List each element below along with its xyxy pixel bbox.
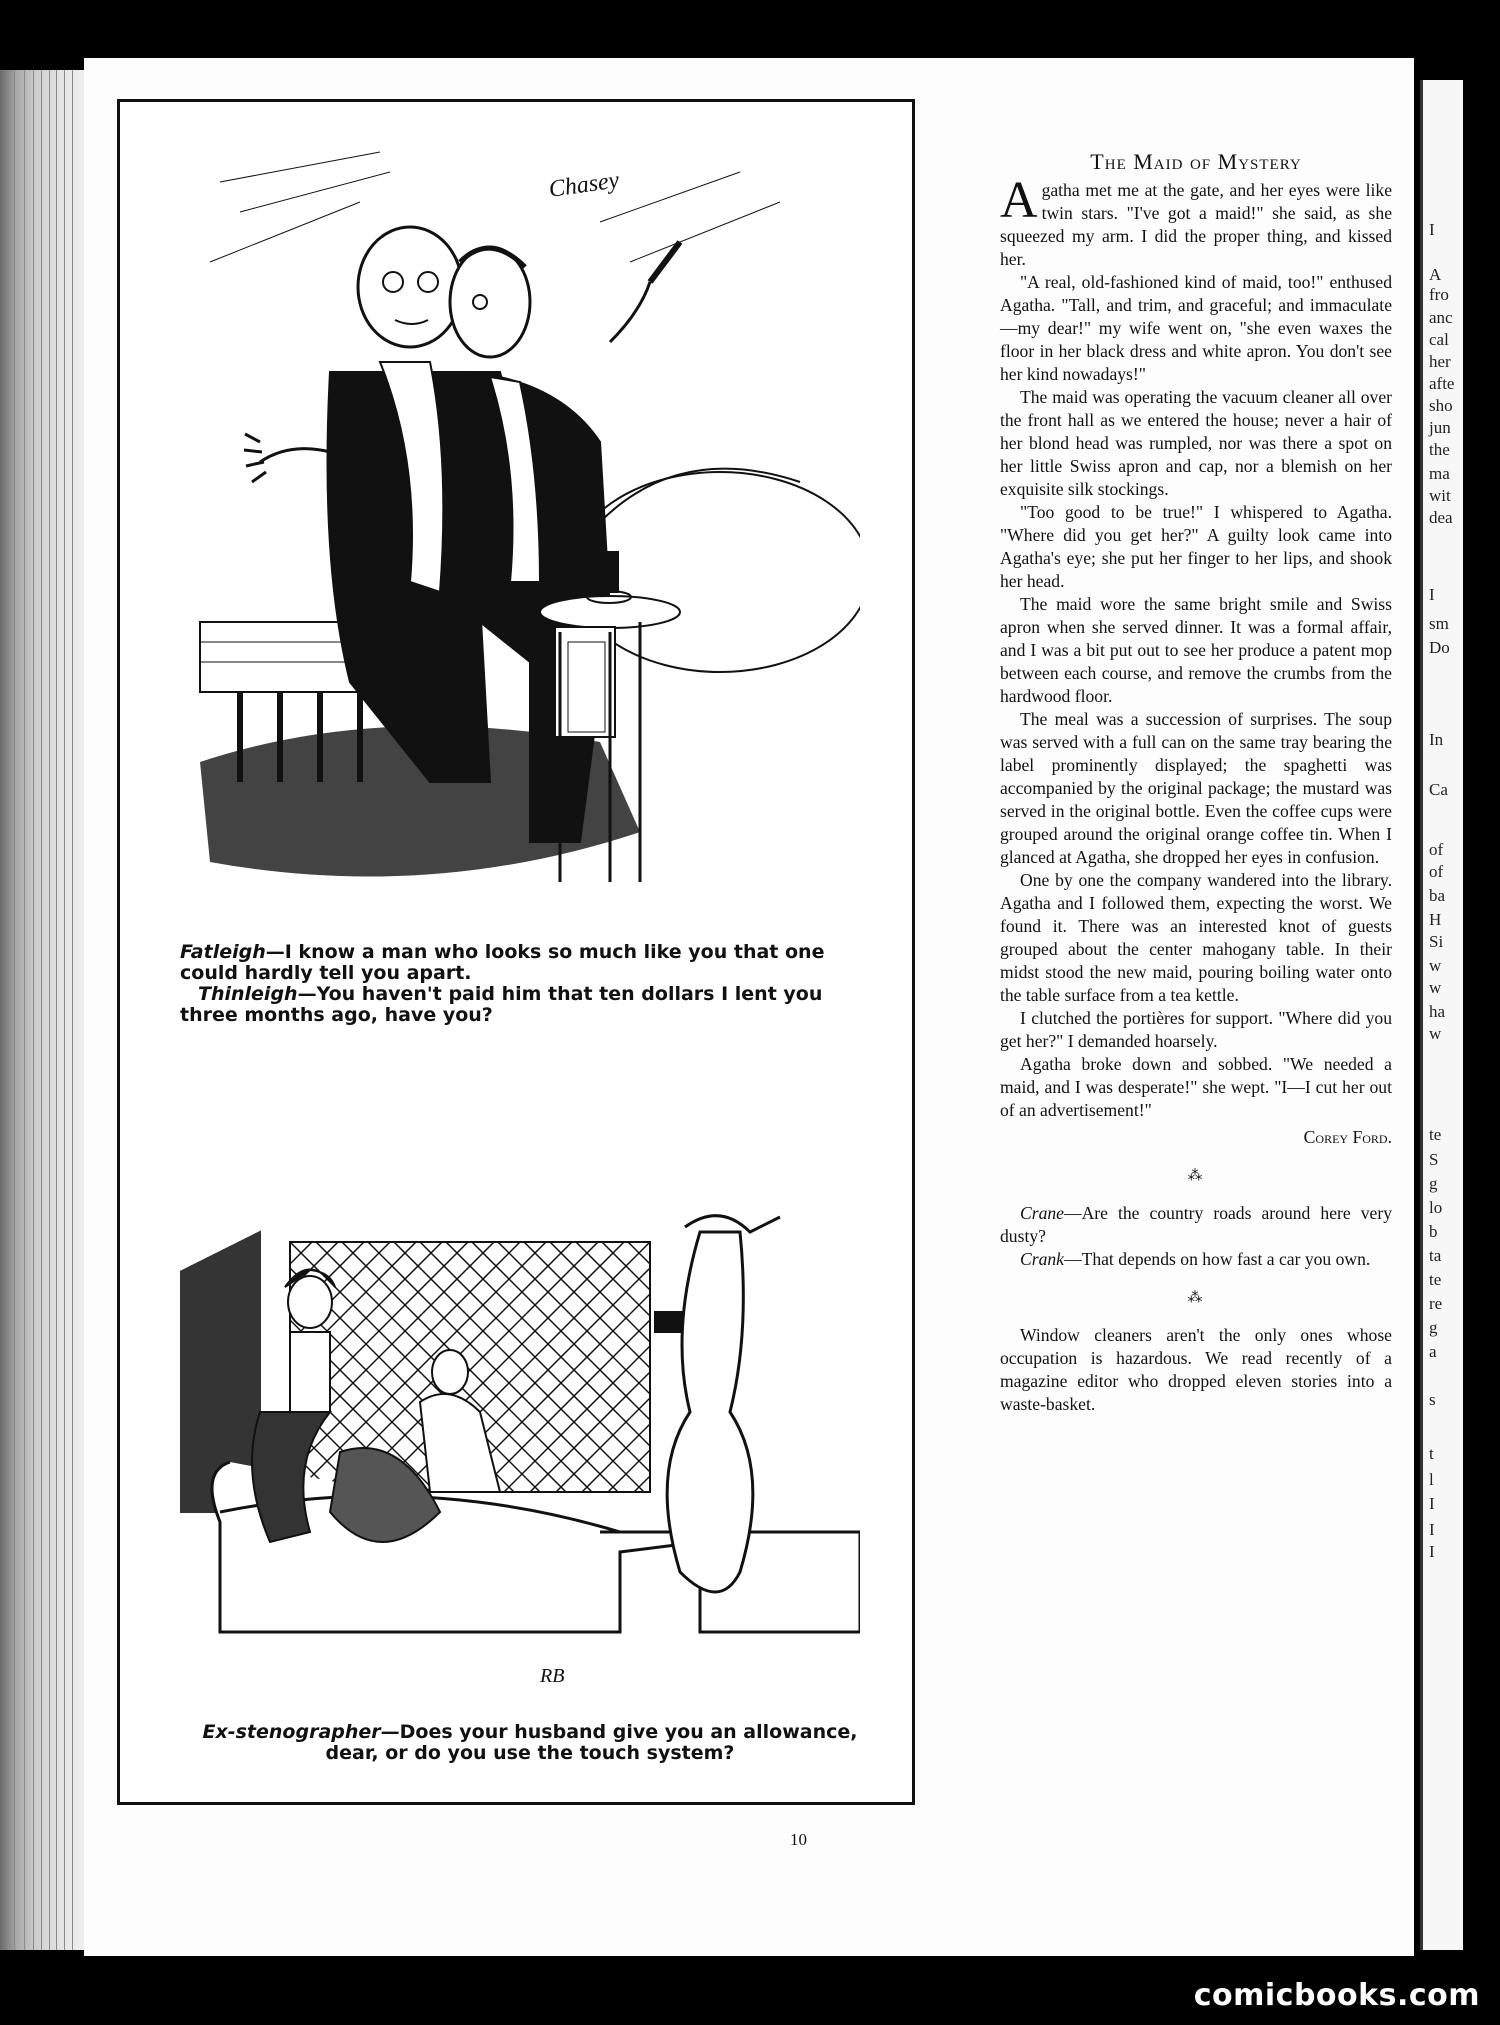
facing-page-text-fragment: afte	[1429, 374, 1455, 393]
facing-page-text-fragment: s	[1429, 1390, 1436, 1409]
speaker-crank: Crank	[1020, 1249, 1064, 1269]
artist-signature-2: RB	[540, 1665, 565, 1687]
cartoon2-caption	[180, 1722, 880, 1764]
watermark-logo: comicbooks.com	[1193, 1978, 1480, 2013]
caption-line-fatleigh	[180, 942, 880, 984]
speaker-ex-stenographer: Ex-stenographer	[202, 1721, 381, 1743]
speaker-crane: Crane	[1020, 1203, 1064, 1223]
story-paragraph-1-text: gatha met me at the gate, and her eyes were like twin stars. "I've got a maid!" she said, as she squeezed my arm. I did the proper thing, and kissed her.	[1000, 180, 1392, 269]
section-dingbat-1: ⁂	[1187, 1168, 1205, 1184]
facing-page-text-fragment: of	[1429, 840, 1444, 859]
joke-window-cleaners: Window cleaners aren't the only ones whose occupation is hazardous. We read recently of a magazine editor who dropped eleven stories into a waste-basket.	[1000, 1325, 1392, 1414]
facing-page-text-fragment: sho	[1429, 396, 1453, 415]
story-paragraph-4: "Too good to be true!" I whispered to Agatha. "Where did you get her?" A guilty look came into Agatha's eye; she put her finger to her lips, and shook her head.	[1000, 502, 1392, 591]
facing-page-text-fragment: Si	[1429, 932, 1444, 951]
facing-page-text-fragment: A	[1429, 265, 1442, 284]
facing-page-text-fragment: wit	[1429, 486, 1451, 505]
facing-page-text-fragment: ha	[1429, 1002, 1446, 1021]
joke-line-crank	[1000, 1248, 1392, 1271]
facing-page-text-fragment: b	[1429, 1222, 1438, 1241]
cartoon-frame	[117, 99, 915, 1805]
story-title: The Maid of Mystery	[1090, 149, 1302, 174]
speaker-thinleigh: Thinleigh	[198, 983, 298, 1005]
facing-page-text-fragment: I	[1429, 585, 1435, 604]
story-paragraph-3: The maid was operating the vacuum cleaner all over the front hall as we entered the house; never a hair of her blond head was rumpled, nor was there a spot on her little Swiss apron and cap, nor a blemish on her exquisite silk stockings.	[1000, 387, 1392, 499]
crane-line: —Are the country roads around here very dusty?	[1000, 1203, 1392, 1246]
speaker-fatleigh: Fatleigh	[180, 941, 266, 963]
joke-crane-crank	[1000, 1202, 1392, 1271]
thinleigh-line: —You haven't paid him that ten dollars I lent you three months ago, have you?	[180, 983, 823, 1026]
facing-page-text-fragment: I	[1429, 1520, 1435, 1539]
facing-page-text-fragment: dea	[1429, 508, 1453, 527]
story-paragraph-7: One by one the company wandered into the library. Agatha and I followed them, expecting the worst. We found it. There was an interested knot of guests grouped about the center mahogany table. In their midst stood the new maid, pouring boiling water onto the table surface from a tea kettle.	[1000, 870, 1392, 1005]
crank-line: —That depends on how fast a car you own.	[1063, 1249, 1371, 1269]
drop-cap: A	[1000, 172, 1038, 229]
facing-page-text-fragment: I	[1429, 220, 1435, 239]
facing-page-text-fragment: anc	[1429, 308, 1453, 327]
facing-page-text-fragment: l	[1429, 1470, 1434, 1489]
story-paragraph-9: Agatha broke down and sobbed. "We needed a maid, and I was desperate!" she wept. "I—I cut her out of an advertisement!"	[1000, 1054, 1392, 1120]
story-column	[1000, 150, 1392, 1416]
facing-page-text-fragment: ta	[1429, 1246, 1442, 1265]
book-page-edges	[0, 70, 92, 1950]
facing-page-text-fragment: t	[1429, 1444, 1434, 1463]
facing-page-text-fragment: fro	[1429, 285, 1449, 304]
facing-page-text-fragment: jun	[1429, 418, 1451, 437]
story-paragraph-1	[1000, 172, 1392, 271]
story-paragraph-6: The meal was a succession of surprises. The soup was served with a full can on the same tray bearing the label prominently displayed; the spaghetti was accompanied by the original package; the mustard was served in the original bottle. Even the coffee cups were grouped around the original orange coffee tin. When I glanced at Agatha, she dropped her eyes in confusion.	[1000, 709, 1392, 867]
facing-page-text-fragment: g	[1429, 1174, 1438, 1193]
facing-page-text-fragment: lo	[1429, 1198, 1443, 1217]
page-number: 10	[790, 1830, 807, 1849]
facing-page-text-fragment: te	[1429, 1125, 1442, 1144]
facing-page-text-fragment: sm	[1429, 614, 1449, 633]
facing-page-text-fragment: ma	[1429, 464, 1450, 483]
facing-page-text-fragment: w	[1429, 978, 1442, 997]
story-paragraph-2: "A real, old-fashioned kind of maid, too!" enthused Agatha. "Tall, and trim, and graceful; and immaculate—my dear!" my wife went on, "she even waxes the floor in her black dress and white apron. You don't see her kind nowadays!"	[1000, 272, 1392, 384]
facing-page-text-fragment: Ca	[1429, 780, 1448, 799]
fatleigh-line: —I know a man who looks so much like you that one could hardly tell you apart.	[180, 941, 825, 984]
section-dingbat-2: ⁂	[1187, 1290, 1205, 1306]
facing-page-text-fragment: a	[1429, 1342, 1437, 1361]
ex-stenographer-line: —Does your husband give you an allowance, dear, or do you use the touch system?	[325, 1721, 858, 1764]
facing-page-text-fragment: her	[1429, 352, 1451, 371]
facing-page-text-fragment: In	[1429, 730, 1444, 749]
facing-page-text-fragment: re	[1429, 1294, 1443, 1313]
facing-page-text-fragment: S	[1429, 1150, 1439, 1169]
facing-page-text-fragment: w	[1429, 956, 1442, 975]
artist-signature-1: Chasey	[547, 167, 621, 203]
facing-page-text-fragment: w	[1429, 1024, 1442, 1043]
facing-page-text-fragment: I	[1429, 1494, 1435, 1513]
story-paragraph-5: The maid wore the same bright smile and Swiss apron when she served dinner. It was a formal affair, and I was a bit put out to see her produce a patent mop between each course, and remove the crumbs from the hardwood floor.	[1000, 594, 1392, 706]
joke-line-crane	[1000, 1202, 1392, 1248]
cartoon1-caption	[180, 942, 880, 1026]
facing-page-text-fragment: the	[1429, 440, 1450, 459]
facing-page-text-fragment: g	[1429, 1318, 1438, 1337]
cartoon-two-men-illustration	[180, 142, 860, 932]
facing-page-text-fragment: I	[1429, 1542, 1435, 1561]
caption-line-thinleigh	[180, 984, 880, 1026]
facing-page-text-fragment: H	[1429, 910, 1442, 929]
story-author: Corey Ford.	[1303, 1127, 1392, 1147]
facing-page-text-fragment: of	[1429, 862, 1444, 881]
facing-page-text-fragment: te	[1429, 1270, 1442, 1289]
cartoon-sofa-women-illustration	[180, 1212, 860, 1692]
facing-page-text-fragment: cal	[1429, 330, 1449, 349]
facing-page-text-fragment: Do	[1429, 638, 1450, 657]
story-paragraph-8: I clutched the portières for support. "Where did you get her?" I demanded hoarsely.	[1000, 1008, 1392, 1051]
facing-page-text-fragment: ba	[1429, 886, 1446, 905]
facing-page-edge	[1420, 80, 1463, 1950]
